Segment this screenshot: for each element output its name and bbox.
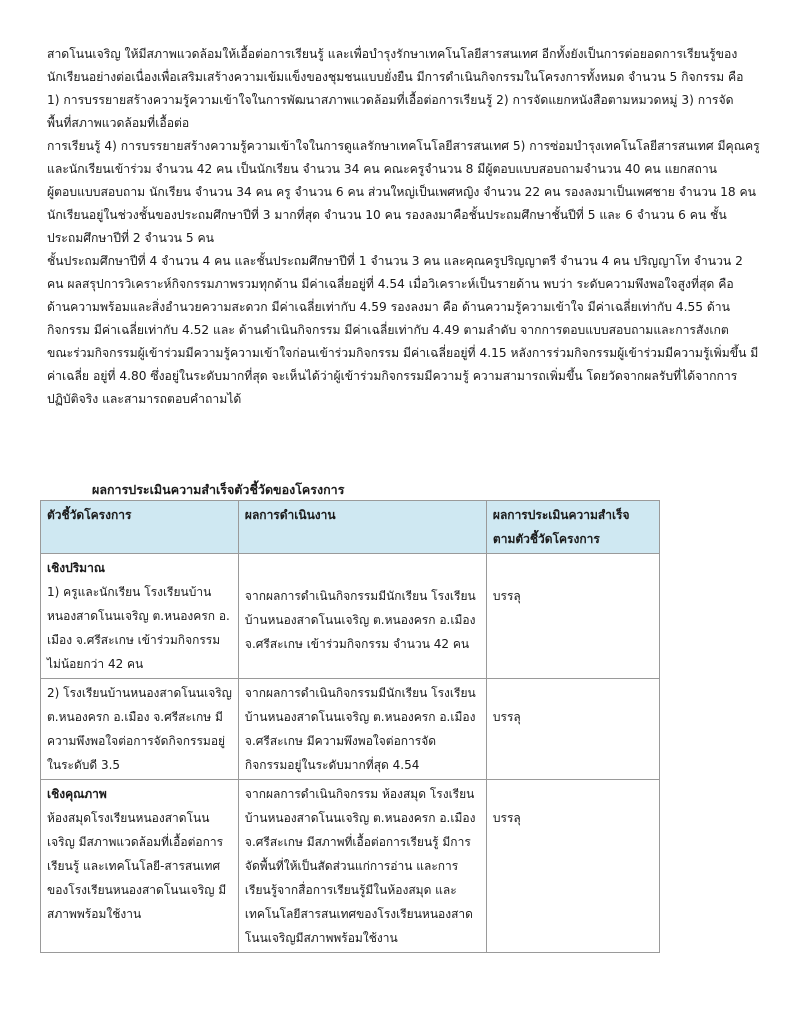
- body-line: ด้านความพร้อมและสิ่งอำนวยความสะดวก มีค่าเฉลี่ยเท่ากับ 4.59 รองลงมา คือ ด้านความรู้ความเข้าใจ มีค่าเฉลี่ยเท่ากับ 4.55 ด้าน: [47, 300, 730, 314]
- section-heading-quality: เชิงคุณภาพ: [47, 787, 107, 801]
- body-line: ประถมศึกษาปีที่ 2 จำนวน 5 คน: [47, 231, 214, 245]
- indicator-cell: 2) โรงเรียนบ้านหนองสาดโนนเจริญ ต.หนองครก อ.เมือง จ.ศรีสะเกษ มี ความพึงพอใจต่อการจัดกิจกรรมอยู่ ในระดับดี 3.5: [41, 679, 239, 780]
- evaluation-cell: บรรลุ: [486, 554, 659, 679]
- evaluation-cell: บรรลุ: [486, 780, 659, 953]
- table-row: [41, 780, 660, 953]
- body-line: ปฏิบัติจริง และสามารถตอบคำถามได้: [47, 392, 242, 406]
- table-row: [41, 679, 660, 780]
- body-line: 1) การบรรยายสร้างความรู้ความเข้าใจในการพัฒนาสภาพแวดล้อมที่เอื้อต่อการเรียนรู้ 2) การจัดแยกหนังสือตามหมวดหมู่ 3) การจัด: [47, 93, 734, 107]
- indicator-cell: เชิงปริมาณ 1) ครูและนักเรียน โรงเรียนบ้าน หนองสาดโนนเจริญ ต.หนองครก อ. เมือง จ.ศรีสะเกษ เข้าร่วมกิจกรรม ไม่น้อยกว่า 42 คน: [41, 554, 239, 679]
- body-line: ค่าเฉลี่ย อยู่ที่ 4.80 ซึ่งอยู่ในระดับมากที่สุด จะเห็นได้ว่าผู้เข้าร่วมกิจกรรมมีความรู้ ความสามารถเพิ่มขึ้น โดยวัดจากผลรับที่ได้จากการ: [47, 369, 738, 383]
- body-line: พื้นที่สภาพแวดล้อมที่เอื้อต่อ: [47, 116, 190, 130]
- body-line: ขณะร่วมกิจกรรมผู้เข้าร่วมมีความรู้ความเข้าใจก่อนเข้าร่วมกิจกรรม มีค่าเฉลี่ยอยู่ที่ 4.15 หลังการร่วมกิจกรรมผู้เข้าร่วมมีความรู้เพิ่มขึ้น มี: [47, 346, 759, 360]
- table-row: [41, 554, 660, 679]
- evaluation-cell: บรรลุ: [486, 679, 659, 780]
- section-heading-quantity: เชิงปริมาณ: [47, 561, 105, 575]
- body-line: และนักเรียนเข้าร่วม จำนวน 42 คน เป็นนักเรียน จำนวน 34 คน คณะครูจำนวน 8 มีผู้ตอบแบบสอบถามจำนวน 40 คน แยกสถาน: [47, 162, 718, 176]
- header-result: ผลการดำเนินงาน: [238, 501, 486, 554]
- body-line: ผู้ตอบแบบสอบถาม นักเรียน จำนวน 34 คน ครู จำนวน 6 คน ส่วนใหญ่เป็นเพศหญิง จำนวน 22 คน รองลงมาเป็นเพศชาย จำนวน 18 คน: [47, 185, 757, 199]
- body-paragraph: [47, 43, 760, 411]
- body-line: นักเรียนอย่างต่อเนื่องเพื่อเสริมเสร้างความเข้มแข็งของชุมชนแบบยั่งยืน มีการดำเนินกิจกรรมในโครงการทั้งหมด จำนวน 5 กิจกรรม คือ: [47, 70, 744, 84]
- header-indicator: ตัวชี้วัดโครงการ: [41, 501, 239, 554]
- indicator-table: [40, 500, 660, 953]
- indicator-cell: เชิงคุณภาพ ห้องสมุดโรงเรียนหนองสาดโนน เจริญ มีสภาพแวดล้อมที่เอื้อต่อการ เรียนรู้ และเทคโนโลยี-สารสนเทศ ของโรงเรียนหนองสาดโนนเจริญ มี สภาพพร้อมใช้งาน: [41, 780, 239, 953]
- body-line: ชั้นประถมศึกษาปีที่ 4 จำนวน 4 คน และชั้นประถมศึกษาปีที่ 1 จำนวน 3 คน และคุณครูปริญญาตรี จำนวน 4 คน ปริญญาโท จำนวน 2: [47, 254, 743, 268]
- table-header-row: [41, 501, 660, 554]
- body-line: นักเรียนอยู่ในช่วงชั้นของประถมศึกษาปีที่ 3 มากที่สุด จำนวน 10 คน รองลงมาคือชั้นประถมศึกษาชั้นปีที่ 5 และ 6 จำนวน 6 คน ชั้น: [47, 208, 727, 222]
- body-line: การเรียนรู้ 4) การบรรยายสร้างความรู้ความเข้าใจในการดูแลรักษาเทคโนโลยีสารสนเทศ 5) การซ่อมบำรุงเทคโนโลยีสารสนเทศ มีคุณครู: [47, 139, 760, 153]
- body-line: สาดโนนเจริญ ให้มีสภาพแวดล้อมให้เอื้อต่อการเรียนรู้ และเพื่อบำรุงรักษาเทคโนโลยีสารสนเทศ อีกทั้งยังเป็นการต่อยอดการเรียนรู้ของ: [47, 47, 738, 61]
- result-cell: จากผลการดำเนินกิจกรรม ห้องสมุด โรงเรียน บ้านหนองสาดโนนเจริญ ต.หนองครก อ.เมือง จ.ศรีสะเกษ มีสภาพที่เอื้อต่อการเรียนรู้ มีการ จัดพื้นที่ให้เป็นสัดส่วนแก่การอ่าน และการ เรียนรู้จากสื่อการเรียนรู้มีในห้องสมุด และ เทคโนโลยีสารสนเทศของโรงเรียนหนองสาด โนนเจริญมีสภาพพร้อมใช้งาน: [238, 780, 486, 953]
- header-evaluation: ผลการประเมินความสำเร็จ ตามตัวชี้วัดโครงการ: [486, 501, 659, 554]
- body-line: คน ผลสรุปการวิเคราะห์กิจกรรมภาพรวมทุกด้าน มีค่าเฉลี่ยอยู่ที่ 4.54 เมื่อวิเคราะห์เป็นรายด้าน พบว่า ระดับความพึงพอใจสูงที่สุด คือ: [47, 277, 734, 291]
- body-line: กิจกรรม มีค่าเฉลี่ยเท่ากับ 4.52 และ ด้านดำเนินกิจกรรม มีค่าเฉลี่ยเท่ากับ 4.49 ตามลำดับ จากการตอบแบบสอบถามและการสังเกต: [47, 323, 729, 337]
- result-cell: จากผลการดำเนินกิจกรรมมีนักเรียน โรงเรียน บ้านหนองสาดโนนเจริญ ต.หนองครก อ.เมือง จ.ศรีสะเกษ เข้าร่วมกิจกรรม จำนวน 42 คน: [238, 554, 486, 679]
- result-cell: จากผลการดำเนินกิจกรรมมีนักเรียน โรงเรียน บ้านหนองสาดโนนเจริญ ต.หนองครก อ.เมือง จ.ศรีสะเกษ มีความพึงพอใจต่อการจัด กิจกรรมอยู่ในระดับมากที่สุด 4.54: [238, 679, 486, 780]
- table-title: ผลการประเมินความสำเร็จตัวชี้วัดของโครงการ: [92, 482, 345, 497]
